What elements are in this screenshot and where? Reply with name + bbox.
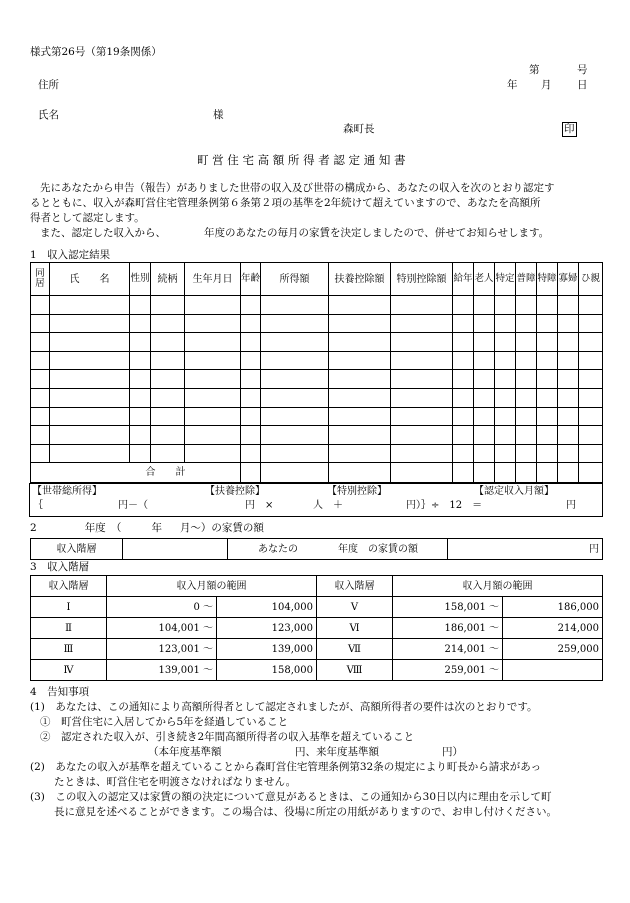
member-cell [185,333,241,352]
member-cell [558,333,579,352]
member-cell [495,407,516,426]
member-cell [579,333,603,352]
member-cell [185,426,241,445]
member-cell [391,351,453,370]
member-cell [50,444,130,463]
member-cell [579,296,603,315]
member-cell [453,351,474,370]
total-normal-dis-cell [516,463,537,483]
member-cell [558,370,579,389]
member-cell [185,296,241,315]
header-specific: 特定 [495,263,516,296]
range-right-from: 158,001 ～ [393,597,503,618]
member-cell [579,314,603,333]
total-age-cell [241,463,261,483]
member-cell [474,314,495,333]
issuer: 森町長 [343,123,375,135]
member-cell [241,296,261,315]
member-cell [453,314,474,333]
member-row [31,314,603,333]
level-row [31,639,603,660]
notice-item-1-2: ② 認定された収入が、引き続き2年間高額所得者の収入基準を超えていること [40,731,415,743]
header-dependent: 扶養控除額 [329,263,391,296]
member-cell [50,351,130,370]
member-cell [241,333,261,352]
member-cell [241,351,261,370]
member-cell [50,407,130,426]
header-normal-disability: 普障 [516,263,537,296]
member-cell [579,444,603,463]
member-cell [185,351,241,370]
member-cell [261,444,329,463]
member-cell [537,370,558,389]
member-cell [329,314,391,333]
document-title: 町 営 住 宅 高 額 所 得 者 認 定 通 知 書 [197,153,406,167]
member-cell [474,333,495,352]
range-right-from: 214,001 ～ [393,639,503,660]
header-salary: 給年 [453,263,474,296]
member-cell [537,407,558,426]
level-header-row [31,576,603,597]
rent-label-a: あなたの [258,543,298,555]
member-row [31,333,603,352]
header-age: 年齢 [241,263,261,296]
member-cell [495,388,516,407]
intro-paragraph [30,181,600,241]
member-cell [31,388,50,407]
number-go: 号 [577,64,588,76]
member-cell [151,351,185,370]
date-month: 月 [541,79,552,91]
range-right-to: 186,000 [503,597,603,618]
section1-heading: 1 収入認定結果 [30,249,111,261]
member-cell [391,333,453,352]
section3-heading: 3 収入階層 [30,561,90,573]
member-cell [391,426,453,445]
member-cell [495,314,516,333]
member-cell [31,314,50,333]
range-col-left: 収入月額の範囲 [107,576,317,597]
notice-item-2-line-1: (2) あなたの収入が基準を超えていることから森町営住宅管理条例第32条の規定により町長から請求があっ [30,761,542,773]
member-row [31,407,603,426]
member-cell [474,388,495,407]
member-cell [151,333,185,352]
total-special-dis-cell [537,463,558,483]
header-single-parent: ひ親 [579,263,603,296]
total-specific-cell [495,463,516,483]
income-result-table [30,262,603,483]
member-cell [261,407,329,426]
member-cell [495,426,516,445]
member-row [31,370,603,389]
header-income: 所得額 [261,263,329,296]
member-row [31,426,603,445]
member-cell [50,388,130,407]
date-day: 日 [577,79,588,91]
section2-heading [30,522,264,535]
seal-mark: 印 [564,123,575,135]
member-cell [516,333,537,352]
notice-item-2-line-2: たときは、町営住宅を明渡さなければなりません。 [54,776,297,788]
member-cell [151,370,185,389]
intro-line-2: るとともに、収入が森町営住宅管理条例第６条第２項の基準を2年続けて超えていますので、あなたを高額所 [30,197,541,209]
address-label: 住所 [38,79,59,91]
total-income-cell [261,463,329,483]
notice-items [30,700,600,820]
member-cell [495,296,516,315]
member-cell [185,388,241,407]
member-row [31,351,603,370]
member-rows [31,296,603,463]
member-cell [516,388,537,407]
header-elderly: 老人 [474,263,495,296]
notice-item-3-line-2: 長に意見を述べることができます。この場合は、役場に所定の用紙がありますので、お申し付けください。 [54,806,557,818]
total-elderly-cell [474,463,495,483]
member-cell [31,370,50,389]
member-cell [537,444,558,463]
member-cell [329,351,391,370]
rent-label-b: 年度 の家賃の額 [338,543,418,555]
member-cell [453,333,474,352]
member-cell [130,407,151,426]
member-cell [453,444,474,463]
rent-table [30,538,603,560]
range-col-right: 収入月額の範囲 [393,576,603,597]
range-left-from: 123,001 ～ [107,639,217,660]
member-cell [516,444,537,463]
notice-item-3-line-1: (3) この収入の認定又は家賃の額の決定について意見があるときは、この通知から30日以内に理由を示して町 [30,791,552,803]
range-left-to: 104,000 [217,597,317,618]
member-cell [579,407,603,426]
intro-line-3: 得者として認定します。 [30,212,145,224]
level-left: Ⅲ [31,639,107,660]
table-header-row [31,263,603,296]
header-widow: 寡婦 [558,263,579,296]
member-cell [329,407,391,426]
rent-notice-part-a: また、認定した収入から、 [40,227,166,239]
member-cell [241,370,261,389]
calc-special-deduction: 【特別控除】 [327,486,387,497]
member-cell [31,296,50,315]
member-cell [31,333,50,352]
form-number: 様式第26号（第19条関係） [30,46,162,58]
member-cell [453,426,474,445]
range-right-to: 214,000 [503,618,603,639]
calc-certified-monthly: 【認定収入月額】 [474,486,554,497]
section2-num: 2 [30,522,37,534]
member-cell [537,296,558,315]
rent-income-level-label: 収入階層 [31,539,123,560]
member-cell [516,314,537,333]
member-cell [516,426,537,445]
level-right: Ⅶ [317,639,393,660]
header-cohabit: 同居 [31,263,50,296]
total-label: 合 計 [31,463,241,483]
level-left: Ⅳ [31,660,107,681]
member-cell [537,388,558,407]
member-row [31,388,603,407]
member-cell [329,333,391,352]
range-left-from: 139,001 ～ [107,660,217,681]
member-cell [579,426,603,445]
range-right-from: 186,001 ～ [393,618,503,639]
member-cell [261,370,329,389]
header-special: 特別控除額 [391,263,453,296]
member-cell [151,388,185,407]
member-cell [579,388,603,407]
member-cell [329,426,391,445]
section2-month-from: 月～）の家賃の額 [179,522,264,534]
header-relation: 続柄 [151,263,185,296]
member-cell [185,407,241,426]
name-label: 氏名 [38,109,59,121]
member-cell [185,314,241,333]
total-row [31,463,603,483]
member-cell [130,426,151,445]
member-cell [516,351,537,370]
member-cell [261,426,329,445]
member-cell [474,426,495,445]
member-cell [329,388,391,407]
range-left-to: 158,000 [217,660,317,681]
member-cell [558,314,579,333]
member-cell [130,296,151,315]
member-cell [241,407,261,426]
level-right: Ⅵ [317,618,393,639]
member-cell [453,388,474,407]
range-right-to [503,660,603,681]
member-row [31,296,603,315]
member-cell [151,444,185,463]
member-cell [558,351,579,370]
section2-nen: 年 [151,522,162,534]
rent-notice-line [30,226,600,241]
notice-item-1-2-detail: （本年度基準額 円、来年度基準額 円） [148,746,463,758]
member-cell [185,444,241,463]
total-widow-cell [558,463,579,483]
level-row [31,660,603,681]
range-left-from: 0 ～ [107,597,217,618]
range-right-to: 259,000 [503,639,603,660]
total-salary-cell [453,463,474,483]
honorific: 様 [213,109,224,121]
level-row [31,618,603,639]
member-cell [185,370,241,389]
member-cell [391,370,453,389]
range-left-from: 104,001 ～ [107,618,217,639]
member-cell [241,314,261,333]
level-right: Ⅴ [317,597,393,618]
member-cell [151,407,185,426]
number-dai: 第 [529,64,540,76]
member-cell [495,370,516,389]
member-cell [151,314,185,333]
member-cell [516,370,537,389]
member-cell [474,351,495,370]
member-cell [474,407,495,426]
member-cell [130,388,151,407]
member-cell [391,314,453,333]
member-cell [151,296,185,315]
member-cell [329,296,391,315]
member-cell [558,407,579,426]
member-cell [329,444,391,463]
calc-yen-minus: 円－（ [118,500,148,511]
member-cell [558,388,579,407]
member-cell [31,426,50,445]
member-cell [558,296,579,315]
member-cell [261,351,329,370]
header-sex: 性別 [130,263,151,296]
total-single-parent-cell [579,463,603,483]
member-cell [474,296,495,315]
calc-yen: 円 [566,500,576,511]
member-cell [453,370,474,389]
member-cell [50,296,130,315]
header-birthdate: 生年月日 [185,263,241,296]
calc-dependent-deduction: 【扶養控除】 [205,486,265,497]
calc-yen-times: 円 × [245,500,274,511]
member-cell [31,351,50,370]
member-cell [537,314,558,333]
calc-persons-plus: 人 ＋ [313,500,343,511]
member-cell [516,296,537,315]
header-special-disability: 特障 [537,263,558,296]
member-cell [50,333,130,352]
member-cell [130,314,151,333]
member-cell [579,351,603,370]
member-cell [261,333,329,352]
level-col-right: 収入階層 [317,576,393,597]
member-cell [579,370,603,389]
header-name: 氏 名 [50,263,130,296]
member-cell [495,333,516,352]
range-left-to: 139,000 [217,639,317,660]
member-cell [391,444,453,463]
member-cell [391,388,453,407]
rent-notice-part-b: 年度のあなたの毎月の家賃を決定しましたので、併せてお知らせします。 [204,227,550,239]
notice-item-1: (1) あなたは、この通知により高額所得者として認定されましたが、高額所得者の要件は次のとおりです。 [30,701,538,713]
total-special-cell [391,463,453,483]
member-cell [50,426,130,445]
rent-row [31,539,603,560]
member-cell [31,407,50,426]
notice-item-1-1: ① 町営住宅に入居してから5年を経過していること [40,716,289,728]
calc-open-brace: ｛ [33,500,43,511]
intro-line-1: 先にあなたから申告（報告）がありました世帯の収入及び世帯の構成から、あなたの収入を次のとおり認定す [40,182,555,194]
range-right-from: 259,001 ～ [393,660,503,681]
member-cell [50,314,130,333]
member-cell [329,370,391,389]
date-year: 年 [507,79,518,91]
calc-household-income: 【世帯総所得】 [32,486,102,497]
level-col-left: 収入階層 [31,576,107,597]
member-cell [537,333,558,352]
member-cell [391,296,453,315]
member-cell [261,388,329,407]
member-cell [261,314,329,333]
member-cell [516,407,537,426]
member-cell [130,444,151,463]
section4-heading: 4 告知事項 [30,686,90,698]
rent-amount-yen: 円 [448,539,603,560]
member-cell [241,426,261,445]
member-cell [495,351,516,370]
rent-amount-label [228,539,448,560]
member-cell [537,426,558,445]
member-cell [261,296,329,315]
member-cell [241,388,261,407]
member-cell [50,370,130,389]
member-cell [453,296,474,315]
member-cell [537,351,558,370]
member-cell [474,370,495,389]
member-cell [558,444,579,463]
level-row [31,597,603,618]
level-left: Ⅱ [31,618,107,639]
member-cell [558,426,579,445]
calc-yen-close: 円）｝÷ 12 ＝ [406,500,483,511]
income-level-table [30,575,603,681]
rent-income-level-value [123,539,228,560]
member-cell [241,444,261,463]
member-cell [151,426,185,445]
member-cell [474,444,495,463]
member-row [31,444,603,463]
level-right: Ⅷ [317,660,393,681]
member-cell [130,333,151,352]
member-cell [31,444,50,463]
section2-nendo: 年度 （ [84,522,122,534]
member-cell [130,351,151,370]
member-cell [495,444,516,463]
member-cell [453,407,474,426]
total-dependent-cell [329,463,391,483]
level-rows [31,597,603,681]
member-cell [130,370,151,389]
range-left-to: 123,000 [217,618,317,639]
level-left: Ⅰ [31,597,107,618]
member-cell [391,407,453,426]
